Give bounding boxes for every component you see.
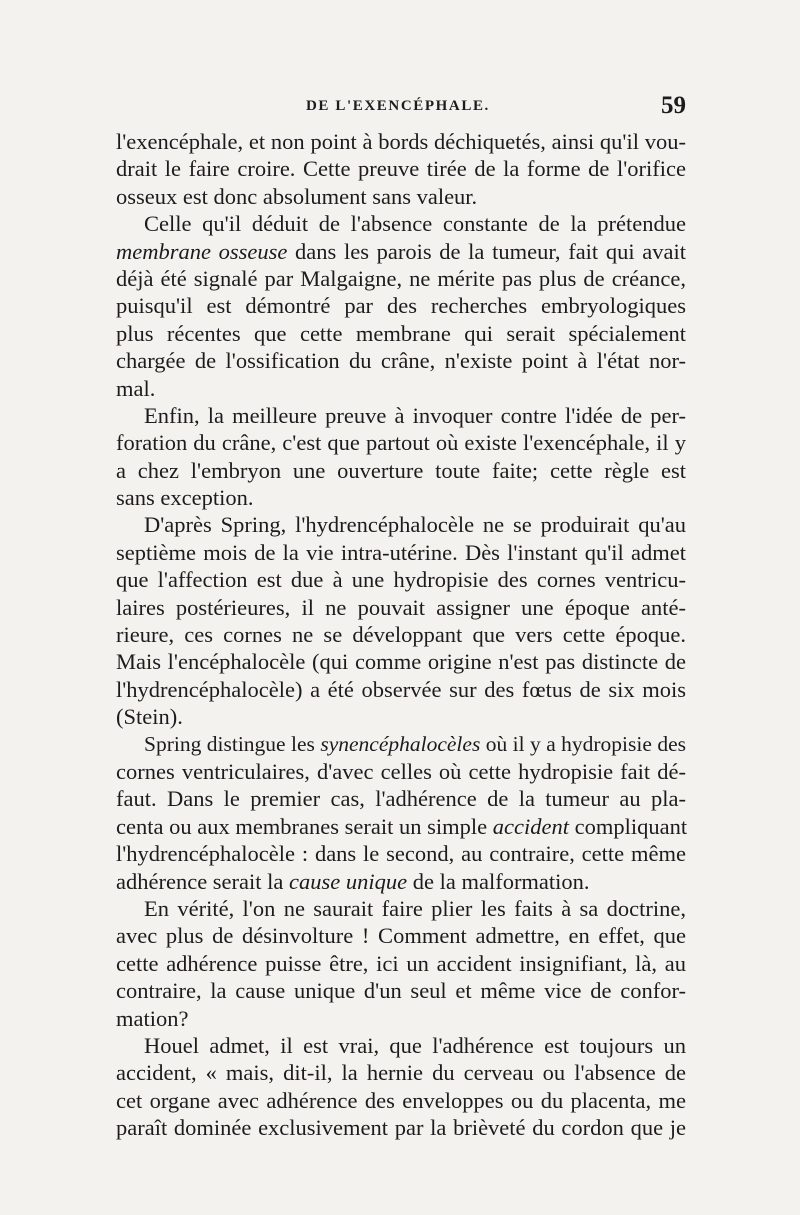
italic-text: cause unique xyxy=(289,868,408,894)
italic-text: membrane osseuse xyxy=(116,238,288,264)
text-line: Houel admet, il est vrai, que l'adhérence est toujours un xyxy=(144,1032,686,1058)
text-line: drait le faire croire. Cette preuve tirée de la forme de l'orifice xyxy=(116,156,686,182)
body-text xyxy=(116,128,686,1141)
text-line xyxy=(116,868,686,895)
text-line: faut. Dans le premier cas, l'adhérence de la tumeur au pla- xyxy=(116,786,686,812)
text-line: mation? xyxy=(116,1005,189,1031)
text-line: l'hydrencéphalocèle) a été observée sur des fœtus de six mois xyxy=(116,676,686,702)
text-line: déjà été signalé par Malgaigne, ne mérite pas plus de créance, xyxy=(116,265,686,291)
text-line: plus récentes que cette membrane qui serait spécialement xyxy=(116,320,686,346)
text-line: l'exencéphale, et non point à bords déchiquetés, ainsi qu'il vou- xyxy=(116,129,686,154)
text-line xyxy=(116,731,686,758)
italic-text: synencéphalocèles xyxy=(320,731,481,756)
text-segment: dans les parois de la tumeur, fait qui avait xyxy=(287,238,686,264)
text-segment: où il y a hydropisie des xyxy=(480,731,686,756)
text-line: Mais l'encéphalocèle (qui comme origine n'est pas distincte de xyxy=(116,649,686,675)
text-line xyxy=(116,813,686,840)
text-line: sans exception. xyxy=(116,485,254,511)
text-line: laires postérieures, il ne pouvait assigner une époque anté- xyxy=(116,594,686,620)
text-line: septième mois de la vie intra-utérine. Dès l'instant qu'il admet xyxy=(116,539,686,565)
text-line: contraire, la cause unique d'un seul et même vice de confor- xyxy=(116,978,686,1004)
text-line: osseux est donc absolument sans valeur. xyxy=(116,183,478,209)
text-segment: Spring distingue les xyxy=(144,731,321,756)
text-line: (Stein). xyxy=(116,704,183,730)
text-line: cornes ventriculaires, d'avec celles où cette hydropisie fait dé- xyxy=(116,758,686,784)
italic-text: accident xyxy=(492,813,569,839)
text-line: rieure, ces cornes ne se développant que vers cette époque. xyxy=(116,622,686,648)
text-segment: adhérence serait la xyxy=(116,868,290,894)
text-segment: centa ou aux membranes serait un simple xyxy=(116,813,493,839)
text-line: Celle qu'il déduit de l'absence constante de la prétendue xyxy=(144,211,686,237)
running-head: DE L'EXENCÉPHALE. xyxy=(306,98,490,114)
text-line: avec plus de désinvolture ! Comment admettre, en effet, que xyxy=(116,923,686,949)
text-line: D'après Spring, l'hydrencéphalocèle ne se produirait qu'au xyxy=(144,512,686,538)
text-line: En vérité, l'on ne saurait faire plier les faits à sa doctrine, xyxy=(144,895,686,921)
text-line: puisqu'il est démontré par des recherches embryologiques xyxy=(116,293,686,319)
text-line: cet organe avec adhérence des enveloppes ou du placenta, me xyxy=(116,1087,686,1113)
text-line: foration du crâne, c'est que partout où existe l'exencéphale, il y xyxy=(116,430,686,456)
text-segment: compliquant xyxy=(568,813,688,839)
text-line xyxy=(116,238,686,265)
page-number: 59 xyxy=(661,92,686,119)
text-line: a chez l'embryon une ouverture toute faite; cette règle est xyxy=(116,457,686,483)
text-line: cette adhérence puisse être, ici un accident insignifiant, là, au xyxy=(116,950,686,976)
text-segment: de la malformation. xyxy=(407,868,590,894)
text-line: accident, « mais, dit-il, la hernie du cerveau ou l'absence de xyxy=(116,1060,686,1086)
text-line: l'hydrencéphalocèle : dans le second, au contraire, cette même xyxy=(116,841,686,867)
text-line: que l'affection est due à une hydropisie des cornes ventricu- xyxy=(116,567,686,593)
text-line: mal. xyxy=(116,375,156,401)
text-line: chargée de l'ossification du crâne, n'existe point à l'état nor- xyxy=(116,348,686,374)
text-line: paraît dominée exclusivement par la brièveté du cordon que je xyxy=(116,1115,686,1141)
page-header xyxy=(116,92,686,126)
text-line: Enfin, la meilleure preuve à invoquer contre l'idée de per- xyxy=(144,402,686,428)
